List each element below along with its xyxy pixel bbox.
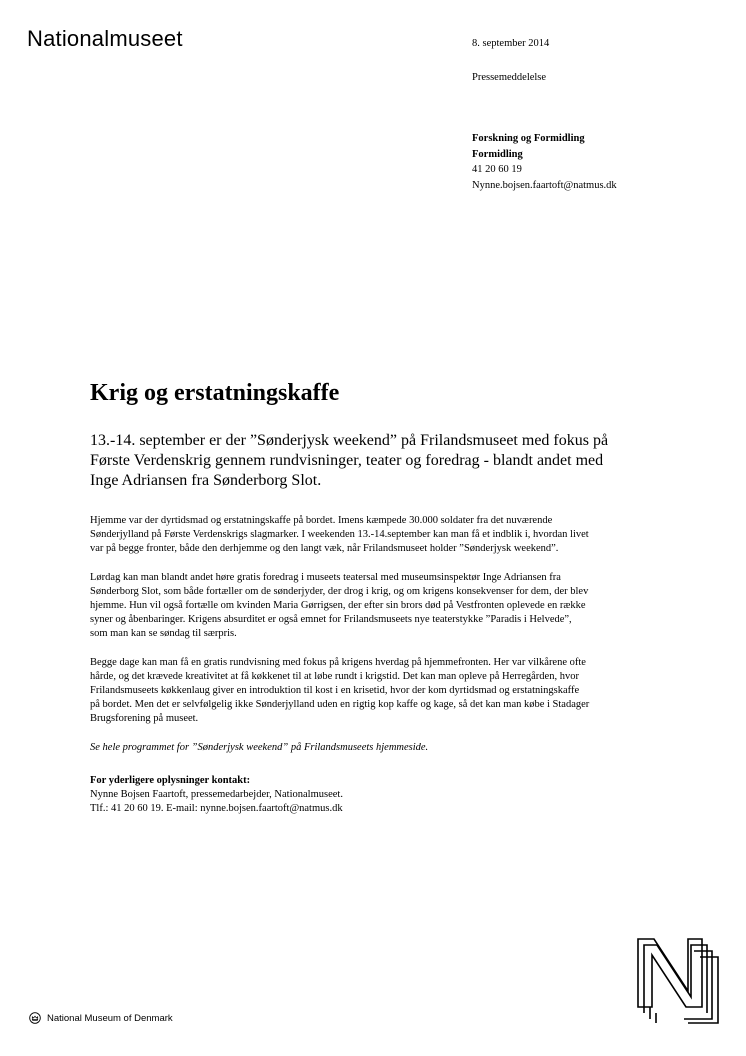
meta-email[interactable]: Nynne.bojsen.faartoft@natmus.dk xyxy=(472,179,617,191)
body-paragraph: Hjemme var der dyrtidsmad og erstatningskaffe på bordet. Imens kæmpede 30.000 soldater fra det nuværende Sønderjylland på Første Verdenskrigs slagmarker. I weekenden 13.-14.september kan man få et indblik i, hvordan livet var på begge fronter, både den derhjemme og den langt væk, når Frilandsmuseet holder ”Sønderjysk weekend”. xyxy=(90,515,589,554)
headline: Krig og erstatningskaffe xyxy=(90,380,340,406)
footer-org-name: National Museum of Denmark xyxy=(47,1012,173,1024)
n-monogram-logo-icon xyxy=(636,937,720,1025)
meta-phone: 41 20 60 19 xyxy=(472,164,522,175)
lead-paragraph: 13.-14. september er der ”Sønderjysk weekend” på Frilandsmuseet med fokus på Første Verdenskrig gennem rundvisninger, teater og foredrag - blandt andet med Inge Adriansen fra Sønderborg Slot. xyxy=(90,432,609,489)
press-meta xyxy=(472,36,732,193)
contact-block xyxy=(90,774,590,816)
contact-label: For yderligere oplysninger kontakt: xyxy=(90,775,251,786)
department: Forskning og Formidling xyxy=(472,133,585,144)
article-body xyxy=(90,514,590,816)
nationalmuseet-logo: Nationalmuseet xyxy=(27,26,183,51)
document-type: Pressemeddelelse xyxy=(472,71,547,83)
crown-emblem-icon xyxy=(29,1012,41,1024)
section: Formidling xyxy=(472,148,523,160)
contact-name: Nynne Bojsen Faartoft, pressemedarbejder, Nationalmuseet. xyxy=(90,789,343,800)
contact-details: Tlf.: 41 20 60 19. E-mail: nynne.bojsen.faartoft@natmus.dk xyxy=(90,803,343,814)
meta-contact-block xyxy=(472,131,732,193)
footer xyxy=(29,1012,173,1024)
body-paragraph: Begge dage kan man få en gratis rundvisning med fokus på krigens hverdag på hjemmefronten. Her var vilkårene ofte hårde, og det krævede kreativitet at få køkkenet til at løbe rundt i krigstid. Det kan man opleve på Herregården, hvor Frilandsmuseets køkkenlaug giver en introduktion til kost i en krisetid, hvor der kom dyrtidsmad og erstatningskaffe på bordet. Men det er selvfølgelig ikke Sønderjylland uden en rigtig kop kaffe og kage, så det kan man købe i Stadager Brugsforening på museet. xyxy=(90,657,590,724)
body-paragraph: Lørdag kan man blandt andet høre gratis foredrag i museets teatersal med museumsinspektør Inge Adriansen fra Sønderborg Slot, som både fortæller om de sønderjyder, der drog i krig, og om krigens konsekvenser for dem, der blev hjemme. Hun vil også fortælle om kvinden Maria Gørrigsen, der efter sin brors død på Vestfronten oplevede en række syner og åbenbaringer. Krigens absurditet er også emnet for Frilandsmuseets nye teaterstykke ”Paradis i Helvede”, som man kan se søndag til særpris. xyxy=(90,572,589,639)
program-link-note[interactable]: Se hele programmet for ”Sønderjysk weekend” på Frilandsmuseets hjemmeside. xyxy=(90,742,429,753)
release-date: 8. september 2014 xyxy=(472,38,550,49)
